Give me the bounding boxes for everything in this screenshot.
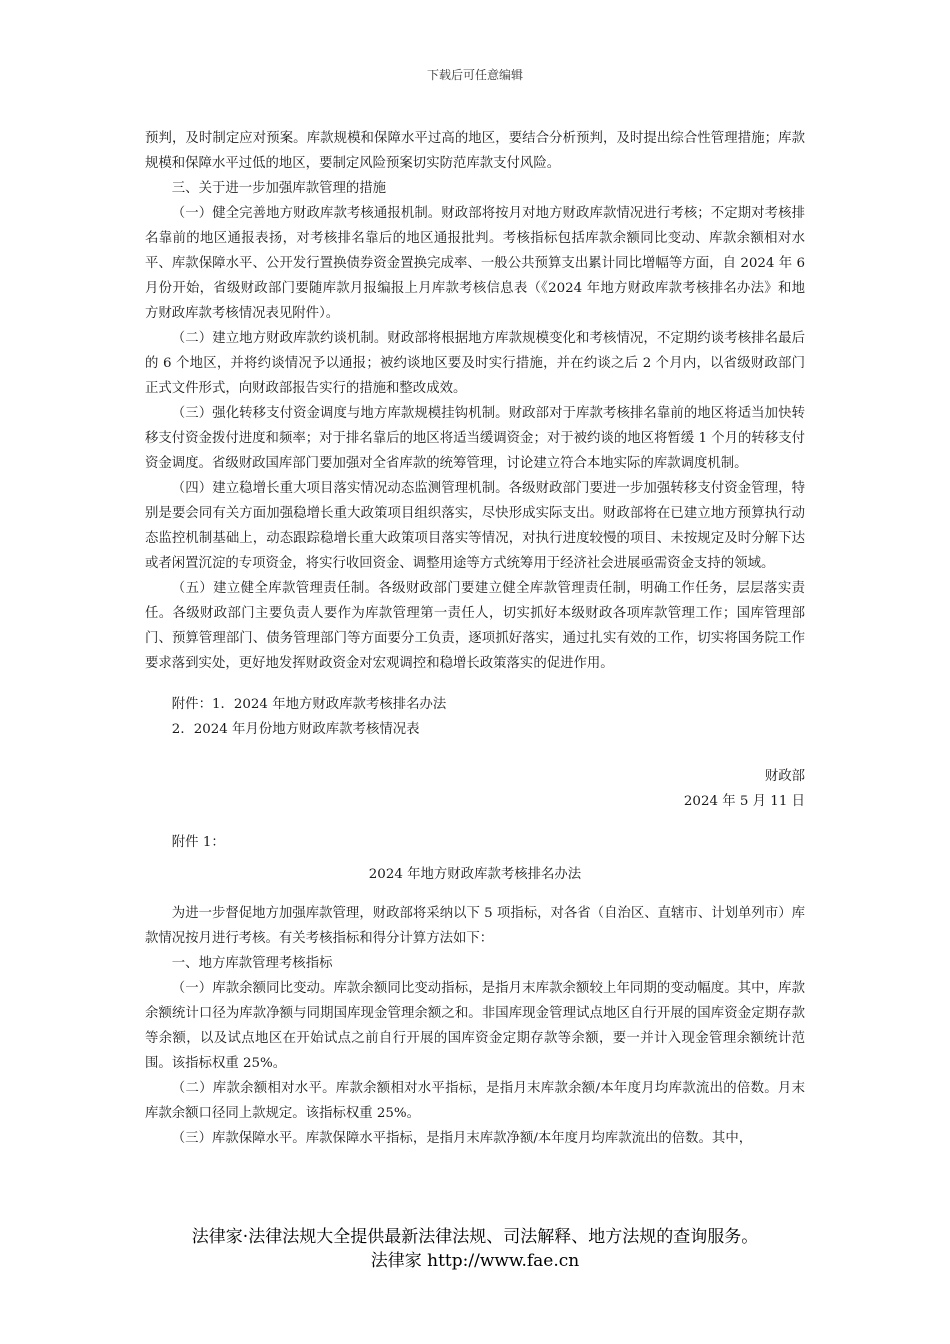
- annex-section-heading: 一、地方库款管理考核指标: [171, 956, 333, 971]
- paragraph-measure-4: （四）建立稳增长重大项目落实情况动态监测管理机制。各级财政部门要进一步加强转移支付资金管理，特别是要会同有关方面加强稳增长重大政策项目组织落实，尽快形成实际支出。财政部将在已建立地方预算执行动态监控机制基础上，动态跟踪稳增长重大政策项目落实等情况，对执行进度较慢的项目、未按规定及时分解下达或者闲置沉淀的专项资金，将实行收回资金、调整用途等方式统筹用于经济社会进展亟需资金支持的领域。: [145, 481, 805, 571]
- signature-org: 财政部: [764, 769, 805, 784]
- attachment-line-1: 附件：1．2024 年地方财政库款考核排名办法: [171, 697, 447, 712]
- attachment-line-2: 2．2024 年月份地方财政库款考核情况表: [171, 722, 420, 737]
- footer-notice: 法律家·法律法规大全提供最新法律法规、司法解释、地方法规的查询服务。: [191, 1227, 759, 1247]
- signature-date: 2024 年 5 月 11 日: [683, 794, 805, 809]
- page-header: 下载后可任意编辑: [426, 68, 523, 82]
- paragraph-measure-5: （五）建立健全库款管理责任制。各级财政部门要建立健全库款管理责任制，明确工作任务，层层落实责任。各级财政部门主要负责人要作为库款管理第一责任人，切实抓好本级财政各项库款管理工作；国库管理部门、预算管理部门、债务管理部门等方面要分工负责，逐项抓好落实，通过扎实有效的工作，切实将国务院工作要求落到实处，更好地发挥财政资金对宏观调控和稳增长政策落实的促进作用。: [145, 581, 805, 671]
- paragraph-measure-2: （二）建立地方财政库款约谈机制。财政部将根据地方库款规模变化和考核情况，不定期约谈考核排名最后的 6 个地区，并将约谈情况予以通报；被约谈地区要及时实行措施，并在约谈之后 2 个月内，以省级财政部门正式文件形式，向财政部报告实行的措施和整改成效。: [145, 331, 805, 396]
- paragraph-continuation: 预判，及时制定应对预案。库款规模和保障水平过高的地区，要结合分析预判，及时提出综合性管理措施；库款规模和保障水平过低的地区，要制定风险预案切实防范库款支付风险。: [145, 131, 805, 171]
- section-heading-measures: 三、关于进一步加强库款管理的措施: [171, 181, 387, 196]
- annex-intro: 为进一步督促地方加强库款管理，财政部将采纳以下 5 项指标，对各省（自治区、直辖市、计划单列市）库款情况按月进行考核。有关考核指标和得分计算方法如下：: [145, 906, 805, 946]
- footer-link[interactable]: 法律家 http://www.fae.cn: [370, 1251, 580, 1271]
- annex-indicator-1: （一）库款余额同比变动。库款余额同比变动指标，是指月末库款余额较上年同期的变动幅度。其中，库款余额统计口径为库款净额与同期国库现金管理余额之和。非国库现金管理试点地区自行开展的国库资金定期存款等余额，以及试点地区在开始试点之前自行开展的国库资金定期存款等余额，要一并计入现金管理余额统计范围。该指标权重 25%。: [145, 981, 805, 1071]
- annex-indicator-2: （二）库款余额相对水平。库款余额相对水平指标，是指月末库款余额/本年度月均库款流出的倍数。月末库款余额口径同上款规定。该指标权重 25%。: [145, 1081, 805, 1121]
- annex-label: 附件 1：: [171, 835, 225, 850]
- annex-indicator-3: （三）库款保障水平。库款保障水平指标，是指月末库款净额/本年度月均库款流出的倍数。其中，: [171, 1131, 753, 1146]
- document-body: [145, 126, 805, 1151]
- paragraph-measure-3: （三）强化转移支付资金调度与地方库款规模挂钩机制。财政部对于库款考核排名靠前的地区将适当加快转移支付资金拨付进度和频率；对于排名靠后的地区将适当缓调资金；对于被约谈的地区将暂缓 1 个月的转移支付资金调度。省级财政国库部门要加强对全省库款的统筹管理，讨论建立符合本地实际的库款调度机制。: [145, 406, 805, 471]
- annex-title: 2024 年地方财政库款考核排名办法: [368, 867, 582, 882]
- paragraph-measure-1: （一）健全完善地方财政库款考核通报机制。财政部将按月对地方财政库款情况进行考核；不定期对考核排名靠前的地区通报表扬，对考核排名靠后的地区通报批判。考核指标包括库款余额同比变动、库款余额相对水平、库款保障水平、公开发行置换债券资金置换完成率、一般公共预算支出累计同比增幅等方面，自 2024 年 6 月份开始，省级财政部门要随库款月报编报上月库款考核信息表（《2024 年地方财政库款考核排名办法》和地方财政库款考核情况表见附件）。: [145, 206, 805, 321]
